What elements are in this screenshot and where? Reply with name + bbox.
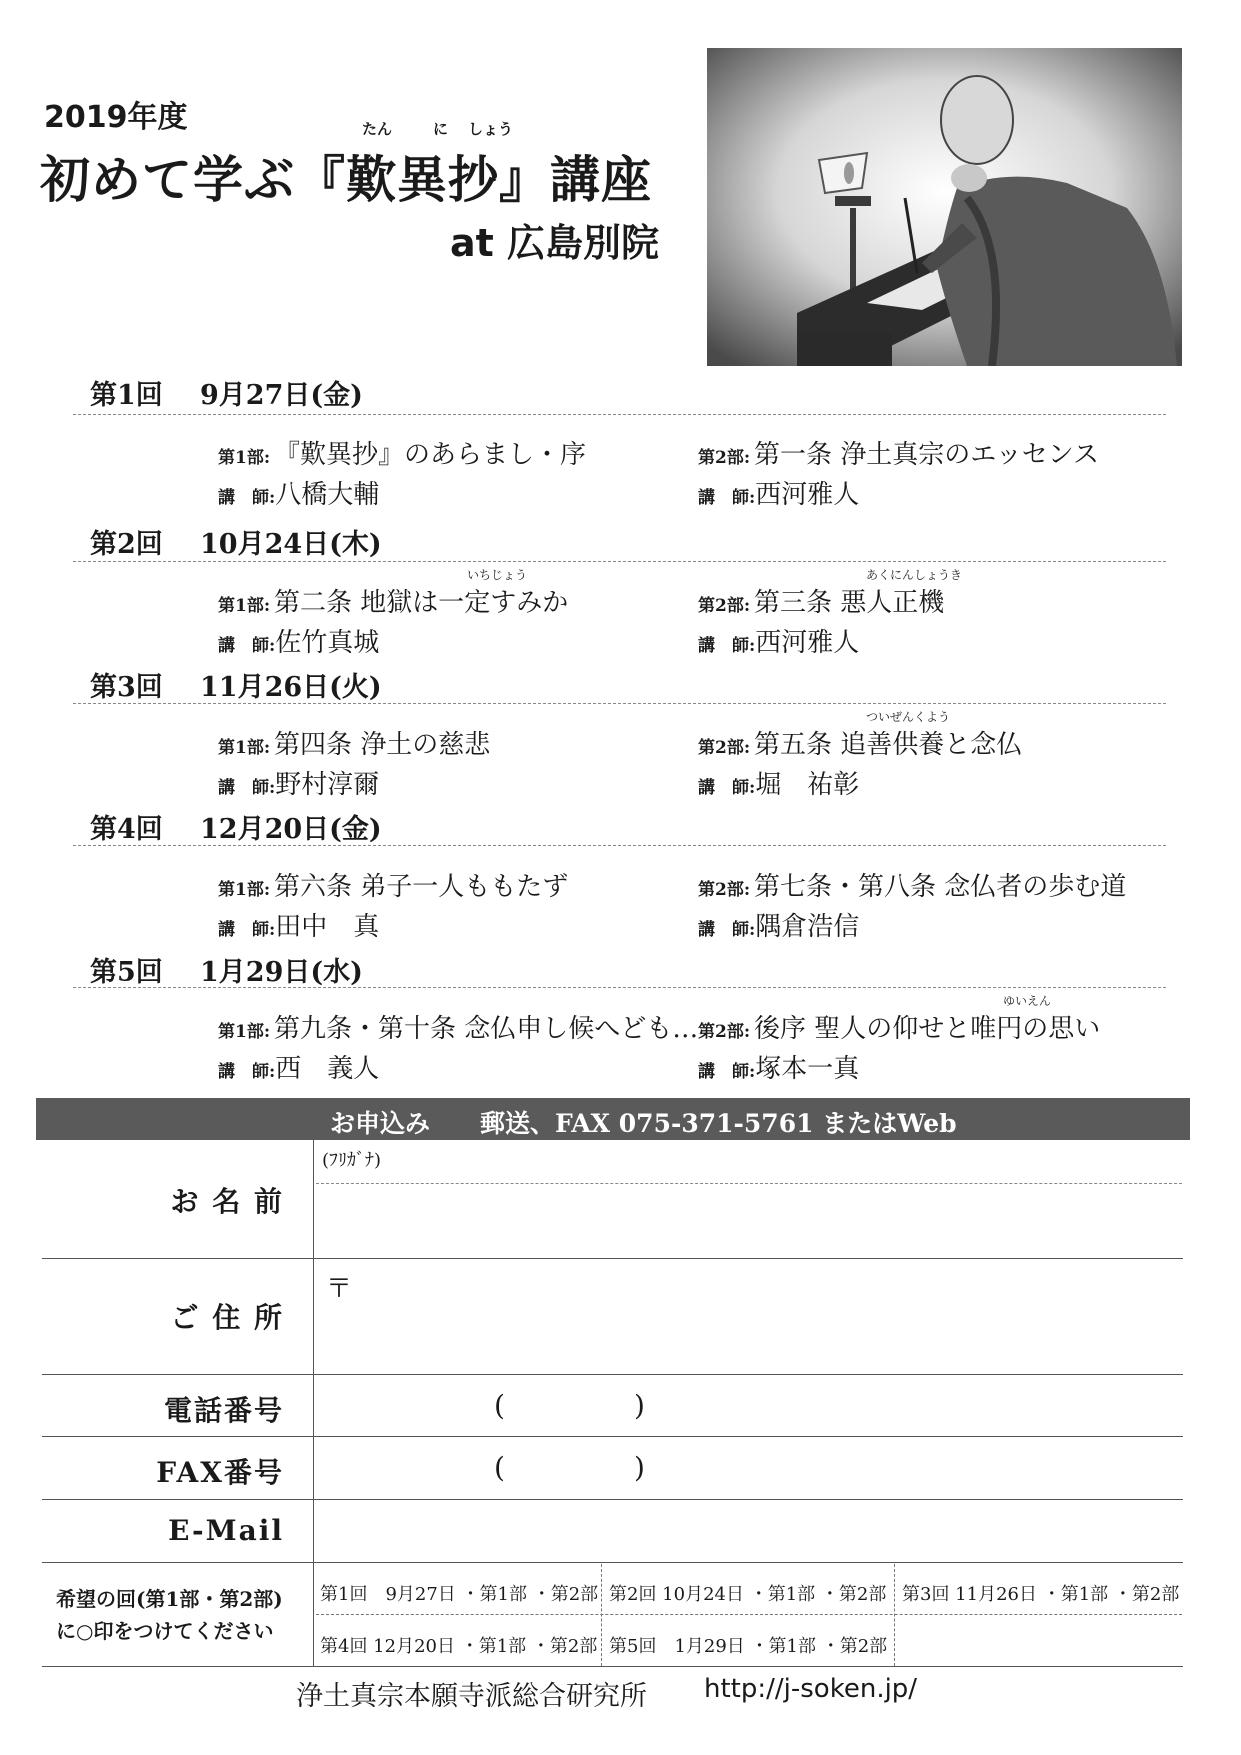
lecturer-name: 八橋大輔	[275, 480, 380, 510]
lecturer-name: 堀 祐彰	[755, 770, 860, 800]
part-title: 『歎異抄』のあらまし・序	[274, 440, 587, 470]
session-2-lecturer1	[218, 622, 379, 659]
part-tag: 第2部:	[698, 738, 751, 758]
row-divider	[42, 1374, 1183, 1375]
lecturer-tag: 講 師:	[698, 920, 756, 940]
session-4-date: 12月20日(金)	[200, 814, 382, 845]
lecturer-name: 西河雅人	[755, 628, 860, 658]
session-2-header	[90, 522, 382, 561]
furigana-label: (ﾌﾘｶﾞﾅ)	[322, 1150, 382, 1171]
session-2-part1-ruby: いちじょう	[467, 568, 528, 582]
postal-mark-icon: 〒	[326, 1274, 353, 1304]
session-5-lecturer2	[698, 1048, 859, 1085]
venue-label: at 広島別院	[450, 221, 660, 265]
application-bar-text: お申込み 郵送、FAX 075-371-5761 またはWeb	[330, 1109, 957, 1138]
phone-label: 電話番号	[163, 1394, 284, 1427]
lecturer-name: 塚本一真	[755, 1054, 860, 1084]
session-5-part2	[698, 1008, 1100, 1045]
part-tag: 第1部:	[218, 738, 271, 758]
session-3-label: 第3回	[90, 672, 163, 703]
part-title: 第三条 悪人正機	[754, 588, 945, 618]
part-title: 第九条・第十条 念仏申し候へども…	[274, 1014, 699, 1044]
part-title: 第七条・第八条 念仏者の歩む道	[754, 872, 1127, 902]
part-tag: 第1部:	[218, 880, 271, 900]
lecturer-name: 野村淳爾	[275, 770, 380, 800]
part-tag: 第1部:	[218, 1022, 271, 1042]
session-1-label: 第1回	[90, 380, 163, 411]
part-title: 第六条 弟子一人ももたず	[274, 872, 569, 902]
session-2-lecturer2	[698, 622, 859, 659]
part-tag: 第1部:	[218, 448, 271, 468]
phone-paren-open: (	[494, 1389, 505, 1422]
session-5-date: 1月29日(水)	[200, 957, 363, 988]
session-4-part1	[218, 866, 568, 903]
title-ruby-3: しょう	[468, 120, 514, 138]
choice-session-2[interactable]: 第2回 10月24日 ・第1部 ・第2部	[609, 1584, 887, 1605]
session-1-lecturer2	[698, 474, 859, 511]
fax-paren-close: )	[634, 1451, 645, 1484]
lecturer-name: 西河雅人	[755, 480, 860, 510]
part-title: 後序 聖人の仰せと唯円の思い	[754, 1014, 1101, 1044]
session-1-part1	[218, 434, 586, 471]
title-ruby-1: たん	[362, 120, 393, 138]
divider	[73, 703, 1166, 704]
lecturer-tag: 講 師:	[218, 1062, 276, 1082]
lecturer-tag: 講 師:	[218, 920, 276, 940]
choice-row-divider	[316, 1614, 1182, 1615]
part-title: 第二条 地獄は一定すみか	[274, 588, 569, 618]
choice-col-divider	[601, 1564, 602, 1666]
row-divider	[42, 1436, 1183, 1437]
lecturer-name: 西 義人	[275, 1054, 380, 1084]
session-2-label: 第2回	[90, 529, 163, 560]
phone-paren-close: )	[634, 1389, 645, 1422]
row-divider	[42, 1258, 1183, 1259]
choice-label-line2: に○印をつけてください	[56, 1619, 274, 1643]
part-title: 第四条 浄土の慈悲	[274, 730, 491, 760]
part-tag: 第1部:	[218, 596, 271, 616]
session-5-part1	[218, 1008, 698, 1045]
part-title: 第一条 浄土真宗のエッセンス	[754, 440, 1099, 470]
lecturer-tag: 講 師:	[698, 778, 756, 798]
session-4-label: 第4回	[90, 814, 163, 845]
lecturer-name: 隅倉浩信	[755, 912, 860, 942]
form-column-divider	[313, 1140, 314, 1666]
lecturer-name: 田中 真	[275, 912, 380, 942]
part-tag: 第2部:	[698, 448, 751, 468]
page-title: 初めて学ぶ『歎異抄』講座	[40, 151, 652, 209]
choice-session-5[interactable]: 第5回 1月29日 ・第1部 ・第2部	[609, 1636, 888, 1657]
session-4-header	[90, 807, 382, 846]
row-divider	[42, 1499, 1183, 1500]
session-4-lecturer1	[218, 906, 379, 943]
address-field[interactable]	[316, 1262, 1178, 1372]
footer-org: 浄土真宗本願寺派総合研究所	[296, 1681, 647, 1712]
session-3-header	[90, 665, 382, 704]
title-ruby-2: に	[433, 120, 449, 138]
address-label: ご 住 所	[170, 1301, 284, 1334]
lecturer-tag: 講 師:	[698, 636, 756, 656]
session-3-date: 11月26日(火)	[200, 672, 382, 703]
session-4-part2	[698, 866, 1126, 903]
session-3-part2-ruby: ついぜんくよう	[866, 710, 951, 724]
choice-label-line1: 希望の回(第1部・第2部)	[56, 1587, 283, 1611]
session-3-part1	[218, 724, 490, 761]
lecturer-name: 佐竹真城	[275, 628, 380, 658]
email-label: E-Mail	[168, 1514, 284, 1547]
divider	[73, 414, 1166, 415]
email-field[interactable]	[316, 1503, 1178, 1559]
part-tag: 第2部:	[698, 880, 751, 900]
fax-label: FAX番号	[156, 1456, 284, 1489]
session-1-part2	[698, 434, 1099, 471]
session-5-part2-ruby: ゆいえん	[1003, 994, 1052, 1008]
divider	[73, 845, 1166, 846]
part-title: 第五条 追善供養と念仏	[754, 730, 1023, 760]
divider	[73, 987, 1166, 988]
session-2-part2	[698, 582, 944, 619]
application-bar	[36, 1098, 1190, 1140]
choice-session-1[interactable]: 第1回 9月27日 ・第1部 ・第2部	[320, 1584, 599, 1605]
lecturer-tag: 講 師:	[698, 1062, 756, 1082]
part-tag: 第2部:	[698, 596, 751, 616]
session-1-lecturer1	[218, 474, 379, 511]
lecturer-tag: 講 師:	[218, 778, 276, 798]
monk-writing-illustration	[707, 48, 1182, 366]
lecturer-tag: 講 師:	[698, 488, 756, 508]
form-bottom-line	[42, 1666, 1183, 1667]
session-2-part2-ruby: あくにんしょうき	[866, 568, 963, 582]
choice-session-4[interactable]: 第4回 12月20日 ・第1部 ・第2部	[320, 1636, 598, 1657]
furigana-divider	[316, 1183, 1182, 1184]
session-1-date: 9月27日(金)	[200, 380, 363, 411]
session-5-lecturer1	[218, 1048, 379, 1085]
lecturer-tag: 講 師:	[218, 488, 276, 508]
footer-url[interactable]: http://j-soken.jp/	[704, 1674, 918, 1704]
lecturer-tag: 講 師:	[218, 636, 276, 656]
part-tag: 第2部:	[698, 1022, 751, 1042]
row-divider	[42, 1562, 1183, 1563]
name-label: お 名 前	[170, 1185, 284, 1218]
session-2-part1	[218, 582, 568, 619]
session-4-lecturer2	[698, 906, 859, 943]
session-1-header	[90, 373, 363, 412]
choice-session-3[interactable]: 第3回 11月26日 ・第1部 ・第2部	[902, 1584, 1180, 1605]
session-5-header	[90, 950, 363, 989]
choice-col-divider	[894, 1564, 895, 1666]
name-field[interactable]	[316, 1186, 1178, 1256]
divider	[73, 561, 1166, 562]
session-5-label: 第5回	[90, 957, 163, 988]
fax-paren-open: (	[494, 1451, 505, 1484]
fax-field[interactable]	[316, 1440, 1178, 1496]
session-2-date: 10月24日(木)	[200, 529, 382, 560]
session-3-part2	[698, 724, 1022, 761]
session-3-lecturer2	[698, 764, 859, 801]
year-label: 2019年度	[44, 100, 188, 135]
session-3-lecturer1	[218, 764, 379, 801]
phone-field[interactable]	[316, 1378, 1178, 1434]
